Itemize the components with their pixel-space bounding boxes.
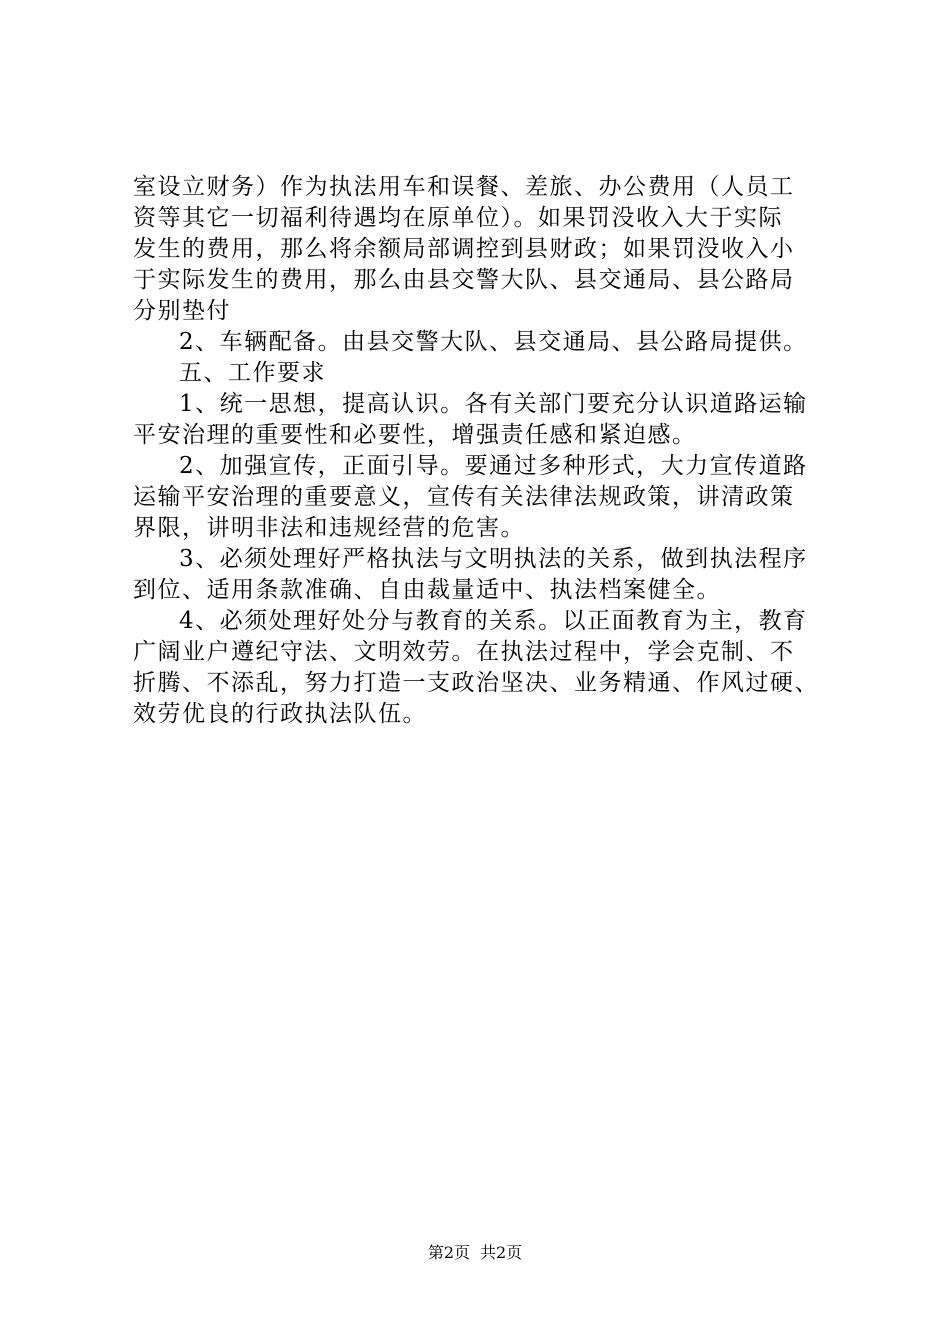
text-line: 广阔业户遵纪守法、文明效劳。在执法过程中，学会克制、不	[133, 639, 795, 665]
text-line: 2、车辆配备。由县交警大队、县交通局、县公路局提供。	[179, 329, 808, 355]
text-line: 效劳优良的行政执法队伍。	[133, 701, 427, 727]
text-line: 界限，讲明非法和违规经营的危害。	[133, 515, 525, 541]
document-body	[133, 172, 833, 730]
section-heading: 五、工作要求	[179, 360, 326, 386]
page-total: 共2页	[480, 1243, 523, 1262]
text-line: 3、必须处理好严格执法与文明执法的关系，做到执法程序	[179, 546, 808, 572]
text-line: 折腾、不添乱，努力打造一支政治坚决、业务精通、作风过硬、	[133, 670, 819, 696]
text-line: 室设立财务）作为执法用车和误餐、差旅、办公费用（人员工	[133, 174, 795, 200]
text-line: 平安治理的重要性和必要性，增强责任感和紧迫感。	[133, 422, 697, 448]
page-footer	[0, 1243, 950, 1263]
text-line: 4、必须处理好处分与教育的关系。以正面教育为主，教育	[179, 608, 808, 634]
text-line: 于实际发生的费用，那么由县交警大队、县交通局、县公路局	[133, 267, 795, 293]
text-line: 发生的费用，那么将余额局部调控到县财政；如果罚没收入小	[133, 236, 795, 262]
text-line: 运输平安治理的重要意义，宣传有关法律法规政策，讲清政策	[133, 484, 795, 510]
text-line: 1、统一思想，提高认识。各有关部门要充分认识道路运输	[179, 391, 808, 417]
text-line: 资等其它一切福利待遇均在原单位）。如果罚没收入大于实际	[133, 205, 783, 231]
page-number: 第2页	[427, 1243, 470, 1262]
text-line: 分别垫付	[133, 298, 231, 324]
text-line: 2、加强宣传，正面引导。要通过多种形式，大力宣传道路	[179, 453, 808, 479]
text-line: 到位、适用条款准确、自由裁量适中、执法档案健全。	[133, 577, 721, 603]
